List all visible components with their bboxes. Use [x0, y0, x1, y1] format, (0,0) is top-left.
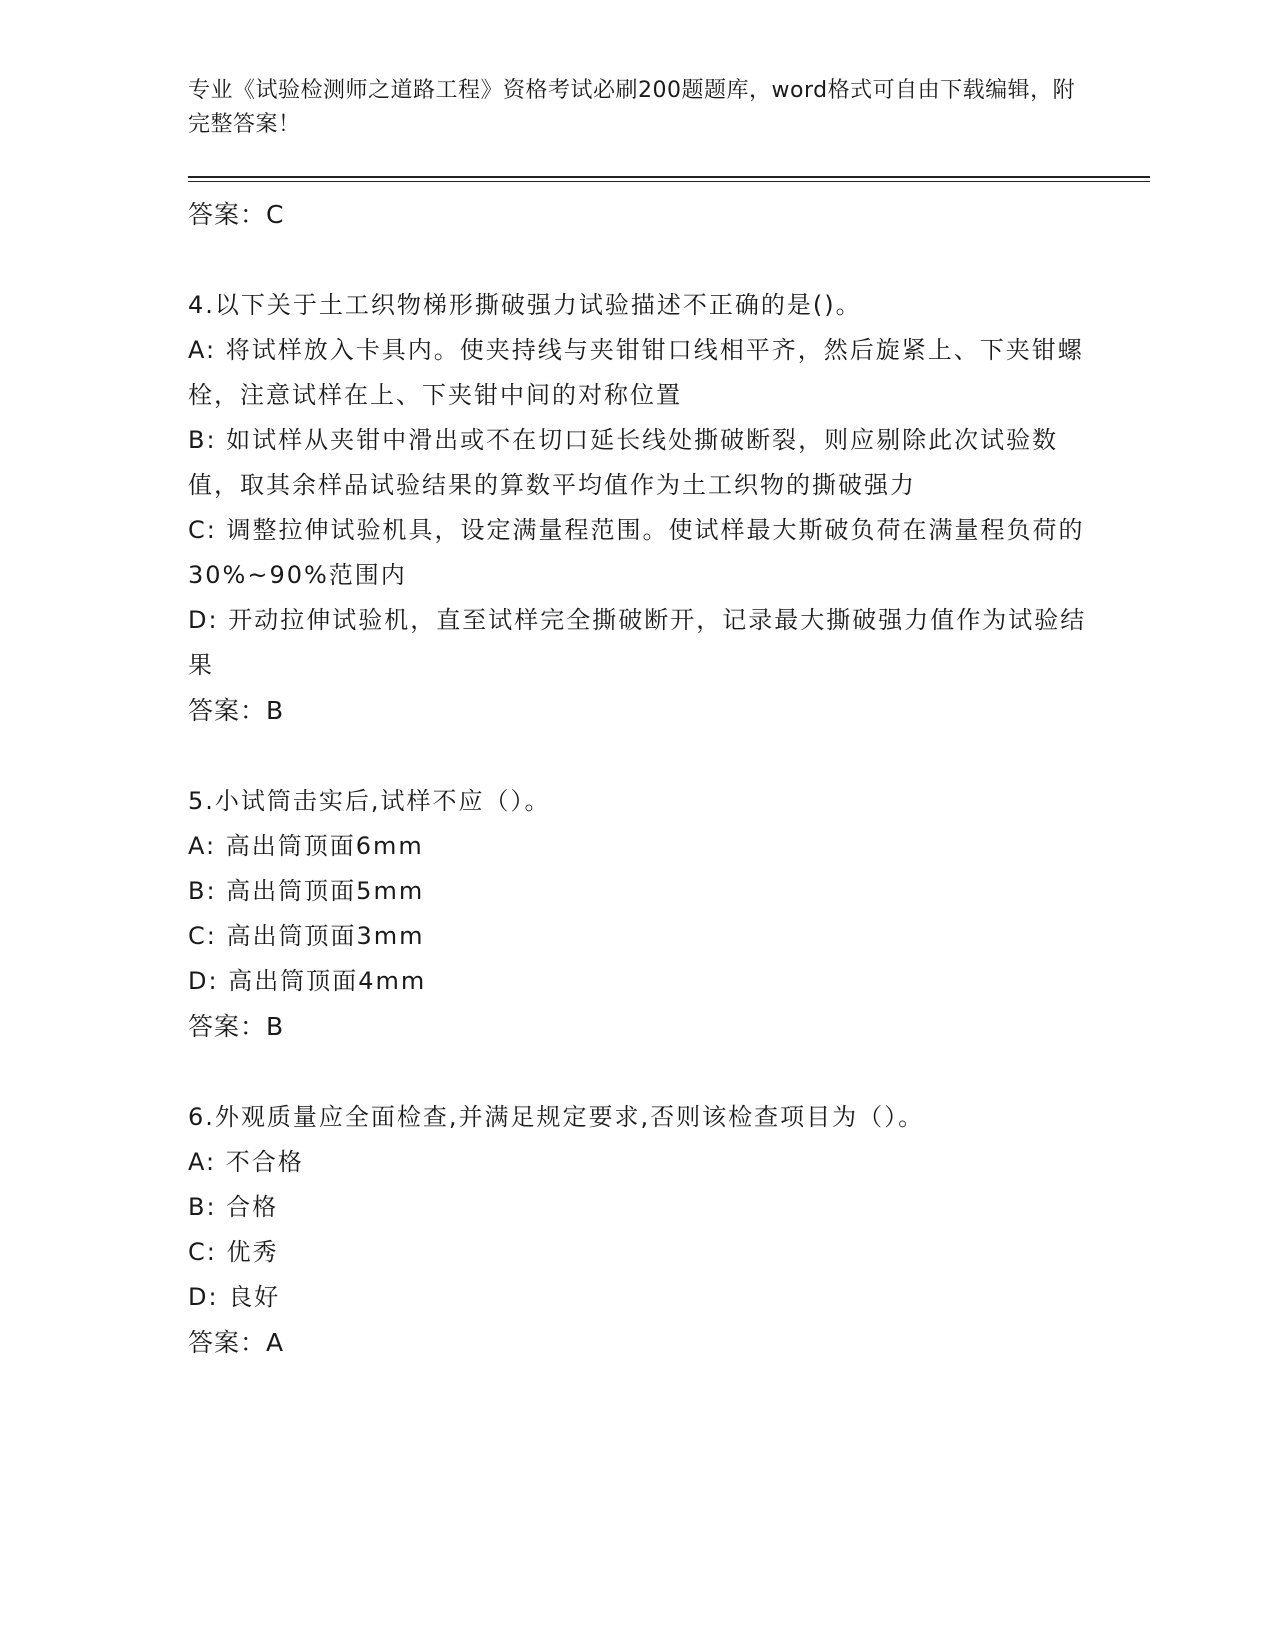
option-d: D: 开动拉伸试验机，直至试样完全撕破断开，记录最大撕破强力值作为试验结果 — [188, 606, 1087, 679]
option-d: D: 良好 — [188, 1283, 281, 1311]
header-divider-thin — [188, 181, 1150, 182]
question-5 — [188, 779, 1088, 1049]
option-c: C: 高出筒顶面3mm — [188, 922, 425, 950]
option-a: A: 不合格 — [188, 1148, 304, 1176]
document-body — [188, 192, 1088, 1365]
question-6 — [188, 1095, 1088, 1365]
option-a: A: 高出筒顶面6mm — [188, 832, 424, 860]
header-divider-thick — [188, 176, 1150, 178]
spacer — [188, 237, 1088, 283]
question-stem: 5.小试筒击实后,试样不应（）。 — [188, 787, 551, 815]
option-a: A: 将试样放入卡具内。使夹持线与夹钳钳口线相平齐，然后旋紧上、下夹钳螺栓，注意试样在上、下夹钳中间的对称位置 — [188, 336, 1084, 409]
question-4 — [188, 283, 1088, 733]
question-stem: 6.外观质量应全面检查,并满足规定要求,否则该检查项目为（）。 — [188, 1103, 925, 1131]
option-b: B: 高出筒顶面5mm — [188, 877, 425, 905]
option-d: D: 高出筒顶面4mm — [188, 967, 427, 995]
option-c: C: 优秀 — [188, 1238, 279, 1266]
spacer — [188, 1049, 1088, 1095]
option-c: C: 调整拉伸试验机具，设定满量程范围。使试样最大斯破负荷在满量程负荷的30%~90%范围内 — [188, 516, 1085, 589]
spacer — [188, 733, 1088, 779]
document-header: 专业《试验检测师之道路工程》资格考试必刷200题题库，word格式可自由下载编辑，附完整答案！ — [188, 78, 1076, 137]
question-stem: 4.以下关于土工织物梯形撕破强力试验描述不正确的是()。 — [188, 291, 862, 319]
answer-line: 答案：C — [188, 200, 285, 229]
answer-line: 答案：A — [188, 1328, 285, 1357]
option-b: B: 合格 — [188, 1193, 279, 1221]
option-b: B: 如试样从夹钳中滑出或不在切口延长线处撕破断裂，则应剔除此次试验数值，取其余样品试验结果的算数平均值作为土工织物的撕破强力 — [188, 426, 1059, 499]
answer-line: 答案：B — [188, 1012, 285, 1041]
answer-line: 答案：B — [188, 696, 285, 725]
